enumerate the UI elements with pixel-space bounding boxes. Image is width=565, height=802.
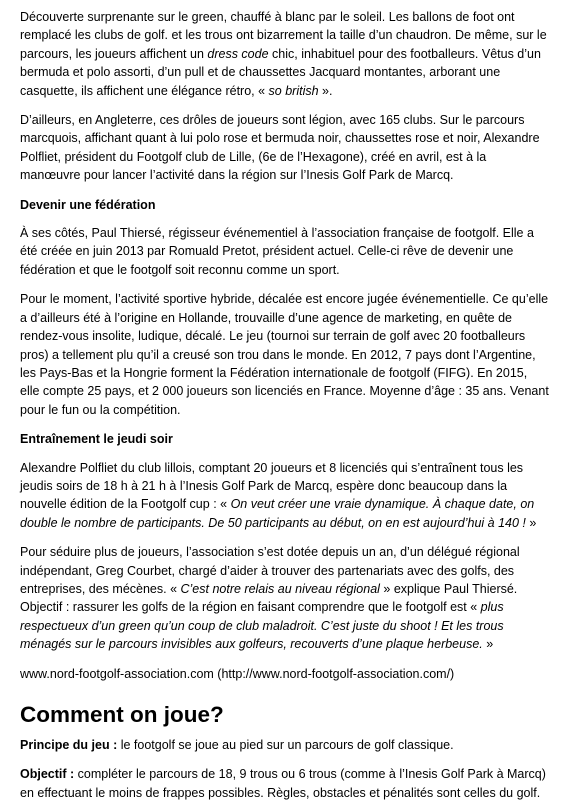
text-run: compléter le parcours de 18, 9 trous ou 6 trous (comme à l’Inesis Golf Park à Marcq) en effectuant le moins de frappes possibles. Règles, obstacles et pénalités sont celles du golf. bbox=[20, 767, 546, 800]
text-run: Alexandre Polfliet du club lillois, comptant 20 joueurs et 8 licenciés qui s’entraînent tous les jeudis soirs de 18 h à 21 h à l’Inesis Golf Park de Marcq, espère donc beaucoup dans la nouvelle édition de la Footgolf cup : « bbox=[20, 460, 524, 512]
italic-quote: On veut créer une vraie dynamique. À chaque date, on double le nombre de participants. De 50 participants au début, on en est aujourd’hui à 140 ! bbox=[20, 497, 535, 530]
federation-paragraph-1: À ses côtés, Paul Thiersé, régisseur événementiel à l’association française de footgolf. Elle a été créée en juin 2013 par Romuald Pretot, président actuel. Celle-ci rêve de devenir une fédération et que le footgolf soit reconnu comme un sport. bbox=[20, 226, 534, 277]
text-run: » bbox=[482, 637, 494, 652]
training-paragraph-1 bbox=[20, 459, 550, 533]
objectif-paragraph bbox=[20, 765, 550, 802]
intro-paragraph-1 bbox=[20, 8, 550, 100]
rules-title: Comment on joue? bbox=[20, 702, 224, 727]
principe-paragraph bbox=[20, 736, 550, 754]
objectif-label: Objectif : bbox=[20, 767, 75, 782]
text-run: Pour séduire plus de joueurs, l’association s’est dotée depuis un an, d’un délégué régional indépendant, Greg Courbet, chargé d’aider à trouver des partenariats avec des golfs, des entreprises, des mécènes. « bbox=[20, 545, 520, 596]
federation-paragraph-2: Pour le moment, l’activité sportive hybride, décalée est encore jugée événementielle. Ce qu’elle a d’ailleurs été à l’origine en Hollande, trouvaille d’une agence de marketing, en quête de rendez-vous insolite, ludique, décalé. Le jeu (tournoi sur terrain de golf avec 20 footballeurs pros) a tellement plu qu’il a creusé son trou dans le monde. En 2012, 7 pays dont l’Argentine, les Pays-Bas et la Hongrie forment la Fédération internationale de footgolf (FIFG). En 2015, elle compte 25 pays, et 2 000 joueurs son licenciés en France. Moyenne d’âge : 35 ans. Venant pour le fun ou la compétition. bbox=[20, 292, 549, 417]
text-run: le footgolf se joue au pied sur un parcours de golf classique. bbox=[117, 738, 454, 752]
text-run: ». bbox=[318, 83, 333, 98]
text-run: chic, inhabituel pour des footballeurs. Vêtus d’un bermuda et polo assorti, d’un pull et de chaussettes Jacquard montantes, arborant une casquette, ils affichent une élégance rétro, « bbox=[20, 46, 541, 98]
italic-text: dress code bbox=[207, 46, 269, 61]
italic-quote: plus respectueux d’un green qu’un coup de club maladroit. C’est juste du shoot ! Et les trous ménagés sur le parcours invisibles aux golfeurs, recouverts d’une plaque herbeuse. bbox=[20, 600, 504, 652]
intro-paragraph-2: D’ailleurs, en Angleterre, ces drôles de joueurs sont légion, avec 165 clubs. Sur le parcours marcquois, affichant quant à lui polo rose et bermuda noir, chaussettes rose et noir, Alexandre Polfliet, président du Footgolf club de Lille, (6e de l’Hexagone), créé en avril, est à la manœuvre pour lancer l’activité dans la région sur l’Inesis Golf Park de Marcq. bbox=[20, 113, 540, 183]
italic-quote: C’est notre relais au niveau régional bbox=[180, 581, 380, 596]
section-heading-training: Entraînement le jeudi soir bbox=[20, 432, 173, 447]
training-paragraph-2 bbox=[20, 543, 550, 653]
association-website-link[interactable]: www.nord-footgolf-association.com (http://www.nord-footgolf-association.com/) bbox=[20, 666, 455, 681]
italic-text: so british bbox=[268, 83, 319, 98]
text-run: » bbox=[525, 515, 537, 530]
text-run: » explique Paul Thiersé. Objectif : rassurer les golfs de la région en faisant comprendre que le footgolf est « bbox=[20, 581, 518, 615]
text-run: Découverte surprenante sur le green, chauffé à blanc par le soleil. Les ballons de foot ont remplacé les clubs de golf. et les trous ont bizarrement la taille d’un chaudron. De même, sur le parcours, les joueurs affichent un bbox=[20, 10, 547, 61]
principe-label: Principe du jeu : bbox=[20, 738, 118, 752]
section-heading-federation: Devenir une fédération bbox=[20, 197, 156, 212]
